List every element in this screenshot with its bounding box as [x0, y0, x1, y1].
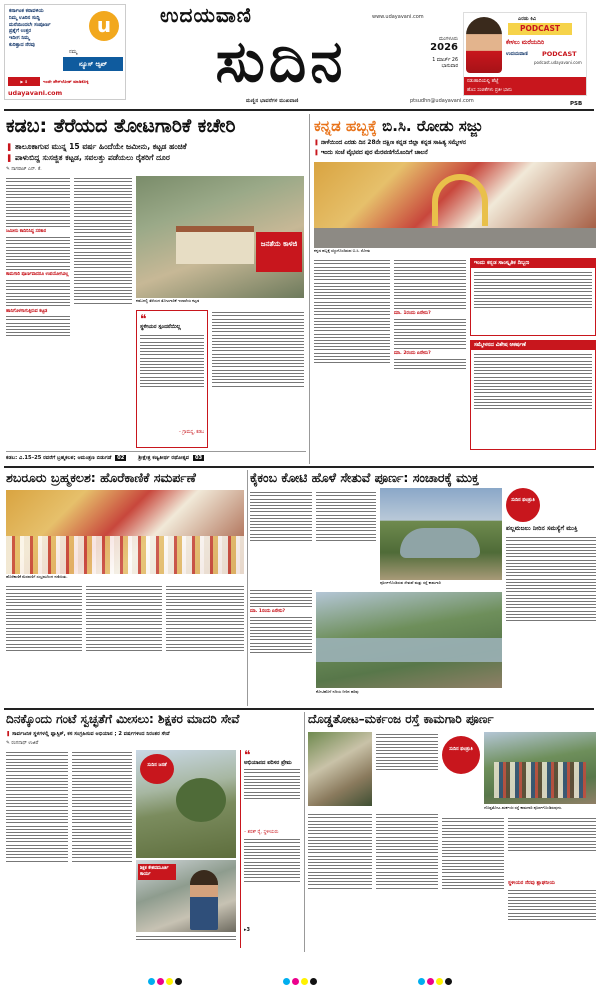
story1-byline: ✎ ನಾಗರಾಜ್ ಎನ್. ಕೆ. — [6, 167, 42, 172]
story2-q2: ಮಾ. 2ರಂದು ಏನೇನು? — [394, 350, 431, 356]
psb-code: PSB — [570, 101, 583, 107]
story4-body-col3 — [250, 588, 312, 704]
story4-photo2[interactable] — [316, 592, 502, 688]
host-avatar — [466, 17, 502, 73]
email[interactable]: ptsudhn@udayavani.com — [410, 98, 474, 104]
story4-side — [506, 488, 596, 702]
story1-body-col1 — [6, 176, 70, 446]
story6-photo-caption: ದೊಡ್ಡತೋಟ–ಮರ್ಕಂಜ ರಸ್ತೆ ಕಾಮಗಾರಿ ಪೂರ್ಣಗೊಂಡಿರುವುದು. — [484, 805, 563, 810]
left-ad-line: ಇದೀಗ ನಿಮ್ಮ — [9, 35, 30, 42]
story1-subhead: ಕಾಮಗಾರಿ ಪೂರ್ಣವಾದರೂ ಉಪಯೋಗವಿಲ್ಲ — [6, 272, 69, 278]
story4-photo1[interactable] — [380, 488, 502, 580]
story4-photo1-caption: ಪೂರ್ಣಗೊಂಡಿರುವ ಸೇತುವೆ ಮತ್ತು ರಸ್ತೆ ಕಾಮಗಾರಿ — [380, 580, 441, 585]
story5-footer-page-num: 3 — [246, 927, 250, 933]
story1-subhead: ಹಾನಿಗೊಳಗಾಗುತ್ತಿರುವ ಕಟ್ಟಡ — [6, 308, 48, 314]
story1-footer-note2: ಶ್ರೀಕ್ಷೇತ್ರ ಕಣ್ವತೀರ್ಥ ರಥೋತ್ಸವ — [138, 455, 190, 461]
story5-sub: ❚ ಸಾರ್ವಜನಿಕ ಸ್ಥಳಗಳಲ್ಲಿ ಪ್ಲಾಸ್ಟಿಕ್, ಕಸ ಸಂಗ್ರಹಿಸುವ ಅಭಿಯಾನ ; 2 ವರ್ಷಗಳಿಂದ ನಿರಂತರ ಸೇವೆ — [6, 731, 170, 737]
story6-body-col1 — [308, 812, 372, 950]
story1-sub1: ❚ ತಾಲೂಕಾಗುವ ಮುನ್ನ 15 ವರ್ಷ ಹಿಂದೆಯೇ ಜಮೀನು, ಕಟ್ಟಡ ಹಂಚಿಕೆ — [6, 142, 187, 151]
story5-byline-text: ರಂಗನಾಥ್ ಉಜಿರೆ — [11, 741, 39, 746]
story5-footer-page[interactable]: ▸3 — [244, 927, 250, 933]
podcast-line: ಕೇಳಲು ಮರೆಯದಿರಿ — [506, 39, 545, 46]
story5-body-col2 — [72, 750, 132, 950]
story4-body-col2 — [316, 490, 376, 582]
story1-photo-caption: ಕಡಬದಲ್ಲಿ ತೆರೆಯದ ತೋಟಗಾರಿಕೆ ಇಲಾಖೆಯ ಕಟ್ಟಡ — [136, 298, 199, 303]
brand-logo: ಸುದಿನ — [215, 27, 347, 95]
story1-subhead: ಜಮೀನು ಕಾದಿರಿಸಿದ್ದ ಸರಕಾರ — [6, 229, 47, 235]
story1-sub2-text: ಪಾಳುಬಿದ್ದ ಸುಸಜ್ಜಿತ ಕಟ್ಟಡ, ಸವಲತ್ತು ಪಡೆಯಲು ರೈತರಿಗೆ ದೂರ — [15, 153, 170, 162]
story6-box — [508, 816, 596, 950]
story5-badge: ಸುದಿನ ಜನತೆ — [140, 754, 174, 784]
story2-box1 — [470, 258, 596, 336]
story2-headline[interactable] — [314, 116, 596, 136]
left-ad[interactable] — [4, 4, 126, 100]
podcast-tag: PODCAST — [508, 23, 572, 35]
story4-badge: ಸುದಿನ ಫಲಶ್ರುತಿ — [506, 488, 540, 522]
brand-top: ಉದಯವಾಣಿ — [160, 3, 252, 27]
edition-label: ಮಂಗಳೂರು — [438, 37, 458, 42]
story6-body-col3 — [442, 816, 504, 950]
story2-body-col1 — [314, 258, 390, 450]
right-ad[interactable] — [463, 12, 587, 96]
issue-date: 1 ಮಾರ್ಚ್ 26 — [432, 58, 458, 63]
app-name: ನ್ಯೂಸ್ ಆ್ಯಪ್ — [63, 57, 123, 71]
river-shape — [400, 528, 480, 558]
tagline: ಮಣ್ಣಿನ ಭಾವನೆಗಳ ಮುಖವಾಣಿ — [246, 98, 299, 104]
story6-photo-main[interactable] — [484, 732, 596, 804]
building-shape — [176, 226, 254, 264]
story5-sub-text: ಸಾರ್ವಜನಿಕ ಸ್ಥಳಗಳಲ್ಲಿ ಪ್ಲಾಸ್ಟಿಕ್, ಕಸ ಸಂಗ್ರಹಿಸುವ ಅಭಿಯಾನ ; 2 ವರ್ಷಗಳಿಂದ ನಿರಂತರ ಸೇವೆ — [12, 731, 170, 737]
quote-icon: ❝ — [244, 748, 251, 762]
story1-footer-page2: 03 — [194, 455, 203, 461]
story6-badge: ಸುದಿನ ಫಲಶ್ರುತಿ — [442, 736, 480, 774]
quote-icon: ❝ — [140, 312, 147, 326]
left-ad-line: ನಿಮ್ಮ ಊರಿನ ಸುದ್ದಿ — [9, 14, 40, 21]
left-ad-brand: udayavani.com — [8, 89, 63, 97]
story3-headline[interactable]: ಶಬರೂರು ಬ್ರಹ್ಮಕಲಶ: ಹೊರೆಕಾಣಿಕೆ ಸಮರ್ಪಣೆ — [6, 470, 196, 485]
story6-photo-left[interactable] — [308, 732, 372, 806]
story3-photo-caption: ಹೊರೆಕಾಣಿಕೆ ಮೆರವಣಿಗೆ ಸಂಭ್ರಮದಿಂದ ನಡೆಯಿತು. — [6, 574, 68, 579]
gate-arch-shape — [432, 174, 488, 226]
story2-sub1: ❚ ನಾಳೆಯಿಂದ ಎರಡು ದಿನ 28ನೇ ದಕ್ಷಿಣ ಕನ್ನಡ ಜಿಲ್ಲಾ ಕನ್ನಡ ಸಾಹಿತ್ಯ ಸಮ್ಮೇಳನ — [314, 140, 466, 146]
story5-quote-title: ಅಭಿಯಾನದ ಪರಿಸರ ಪ್ರೇಮ — [244, 760, 292, 766]
story3-body-col1 — [6, 584, 82, 704]
left-ad-line: ಕರ್ನಾಟಕ ಕರಾವಳಿಯ — [9, 8, 44, 14]
issue-year: 2026 — [430, 42, 458, 53]
story4-photo2-caption: ಕೋಟಿಹೊಳೆ ನದಿಯ ನೀರಿನ ಹರಿವು — [316, 689, 359, 694]
person-shape — [190, 870, 218, 930]
story5-photo-caption — [136, 934, 236, 948]
tree-shape — [176, 778, 226, 822]
story4-q1: ಮಾ. 1ರಂದು ಏನೇನು? — [250, 609, 286, 615]
story2-sub2: ❚ ಇಂದು ಸಂಜೆ ವೈಭವದ ಪುರ ಮೆರವಣಿಗೆಯೊಂದಿಗೆ ಚಾಲನೆ — [314, 150, 428, 156]
story5-body-col1 — [6, 750, 68, 950]
story5-teacher-label: ಶಿಕ್ಷಕ ಕೇಶವಮೂರ್ತಿ ಕಾರ್ಯ — [138, 864, 176, 880]
road-shape — [314, 228, 596, 248]
story1-photo[interactable] — [136, 176, 304, 298]
story1-body-col2 — [74, 176, 132, 446]
crowd-shape — [6, 536, 244, 574]
story1-sub1-text: ತಾಲೂಕಾಗುವ ಮುನ್ನ 15 ವರ್ಷ ಹಿಂದೆಯೇ ಜಮೀನು, ಕಟ್ಟಡ ಹಂಚಿಕೆ — [15, 142, 187, 151]
story3-photo[interactable] — [6, 490, 244, 574]
story6-body-col2 — [376, 812, 438, 950]
story1-footer-note: ಕಡಬ: ವಿ.15–25 ರವರೆಗೆ ಬ್ರಹ್ಮಕಲಶ; ಆಮಂತ್ರಣ ಬಿಡುಗಡೆ — [6, 455, 112, 461]
podcast-sub: PODCAST — [542, 50, 577, 58]
left-ad-line: ಮನೆಯಿಂದಲೇ ಸಂಪೂರ್ಣ — [9, 21, 51, 28]
download-cta[interactable]: ಇಂದೇ ಡೌನ್‌ಲೋಡ್ ಮಾಡಿಕೊಳ್ಳಿ — [43, 79, 89, 84]
story2-headline-prefix: ಕನ್ನಡ ಹಬ್ಬಕ್ಕೆ — [314, 117, 377, 135]
story5-byline: ✎ ರಂಗನಾಥ್ ಉಜಿರೆ — [6, 741, 39, 746]
story2-sub1-text: ನಾಳೆಯಿಂದ ಎರಡು ದಿನ 28ನೇ ದಕ್ಷಿಣ ಕನ್ನಡ ಜಿಲ್ಲಾ ಕನ್ನಡ ಸಾಹಿತ್ಯ ಸಮ್ಮೇಳನ — [320, 140, 466, 146]
app-store-badge[interactable]: ▶ ⬇ — [8, 77, 40, 86]
story4-headline[interactable]: ಕೈಕಂಬ ಕೋಟಿ ಹೊಳೆ ಸೇತುವೆ ಪೂರ್ಣ: ಸಂಚಾರಕ್ಕೆ ಮುಕ್ತ — [250, 470, 479, 485]
app-label: ನಮ್ಮ — [69, 49, 78, 55]
story1-quote-author: – ಗ್ರಾಮಸ್ಥ, ಕಡಬ — [178, 430, 204, 435]
story5-photo[interactable] — [136, 750, 236, 858]
podcast-caption2: ಹೊಸ ಸಂಚಿಕೆಗಳು ಪ್ರತೀ ಭಾನು — [467, 88, 513, 93]
app-logo-icon: u — [89, 11, 119, 41]
story5-headline[interactable]: ದಿನಕ್ಕೊಂದು ಗಂಟೆ ಸ್ವಚ್ಛತೆಗೆ ಮೀಸಲು: ಶಿಕ್ಷಕರ ಮಾದರಿ ಸೇವೆ — [6, 712, 240, 726]
podcast-badge: ಎರಡು ಕಿವಿ — [518, 16, 536, 22]
left-ad-line: ಪ್ರಶ್ನೆಗೆ ಉತ್ತರ — [9, 28, 32, 35]
story6-box-title: ಸ್ಥಳೀಯರ ನೆರವು ಶ್ಲಾಘನೀಯ — [508, 880, 555, 886]
story4-body-col1 — [250, 490, 312, 582]
left-ad-line: ಕುರಿತ್ತಾದ ನೆರವು — [9, 41, 35, 48]
story1-footer-page: 02 — [117, 455, 125, 461]
story1-quote-title: ಸ್ಥಳೀಯರ ಸ್ಪಂದನೆಯಿಲ್ಲ — [140, 324, 181, 330]
story1-footer[interactable] — [6, 451, 306, 463]
story2-headline-rest: ಬಿ.ಸಿ. ರೋಡು ಸಜ್ಜು — [382, 117, 483, 135]
podcast-caption: ನಡುಹಾದಿಯಲ್ಲಿ ಹೆಜ್ಜೆ — [467, 79, 499, 84]
story2-photo-caption: ಕನ್ನಡ ಹಬ್ಬಕ್ಕೆ ಸಜ್ಜುಗೊಂಡಿರುವ ಬಿ.ಸಿ. ರೋಡು — [314, 248, 371, 253]
story1-headline[interactable]: ಕಡಬ: ತೆರೆಯದ ತೋಟಗಾರಿಕೆ ಕಚೇರಿ — [6, 115, 236, 137]
issue-day: ಭಾನುವಾರ — [441, 64, 458, 69]
story6-headline[interactable]: ದೊಡ್ಡತೋಟ–ಮರ್ಕಂಜ ರಸ್ತೆ ಕಾಮಗಾರಿ ಪೂರ್ಣ — [308, 712, 494, 726]
story1-sub2: ❚ ಪಾಳುಬಿದ್ದ ಸುಸಜ್ಜಿತ ಕಟ್ಟಡ, ಸವಲತ್ತು ಪಡೆಯಲು ರೈತರಿಗೆ ದೂರ — [6, 153, 170, 162]
story2-photo[interactable] — [314, 162, 596, 248]
podcast-brand: ಉದಯವಾಣಿ — [506, 51, 528, 57]
story4-side-title: ಪಲ್ಲಮಜಲು ನೀರಿನ ಸಮಸ್ಯೆಗೆ ಮುಕ್ತಿ — [506, 525, 578, 532]
story1-byline-text: ನಾಗರಾಜ್ ಎನ್. ಕೆ. — [11, 167, 42, 172]
story5-quote-box — [240, 750, 300, 948]
story5-quote-author: – ಶರತ್ ರೈ, ಸ್ಥಳೀಯರು — [244, 830, 279, 835]
story1-quote-box — [136, 310, 208, 448]
story2-sub2-text: ಇಂದು ಸಂಜೆ ವೈಭವದ ಪುರ ಮೆರವಣಿಗೆಯೊಂದಿಗೆ ಚಾಲನೆ — [320, 150, 428, 156]
people-shape — [494, 762, 586, 798]
website[interactable]: www.udayavani.com — [372, 14, 424, 20]
story3-body-col3 — [166, 584, 244, 704]
story2-body-col2 — [394, 258, 466, 450]
story3-body-col2 — [86, 584, 162, 704]
story1-body-col3 — [212, 310, 304, 448]
registration-marks — [0, 978, 600, 985]
riverbank-shape — [316, 638, 502, 662]
story2-box1-title: ಇಂದು ಕನ್ನಡ ಸಾಂಸ್ಕೃತಿಕ ದಿಬ್ಬಣ — [471, 259, 595, 268]
story5-teacher-photo[interactable] — [136, 860, 236, 932]
janamata-badge: ಜನತೆಯ ಕಾಳಜಿ — [256, 232, 302, 272]
podcast-site[interactable]: podcast.udayavani.com — [534, 60, 582, 65]
story2-q1: ಮಾ. 1ರಂದು ಏನೇನು? — [394, 311, 431, 317]
story2-box2-title: ಸಮ್ಮೇಳನದ ವಿಶೇಷ ಆಕರ್ಷಣೆ — [471, 341, 595, 350]
story2-box2 — [470, 340, 596, 450]
story6-body-intro — [376, 732, 438, 806]
